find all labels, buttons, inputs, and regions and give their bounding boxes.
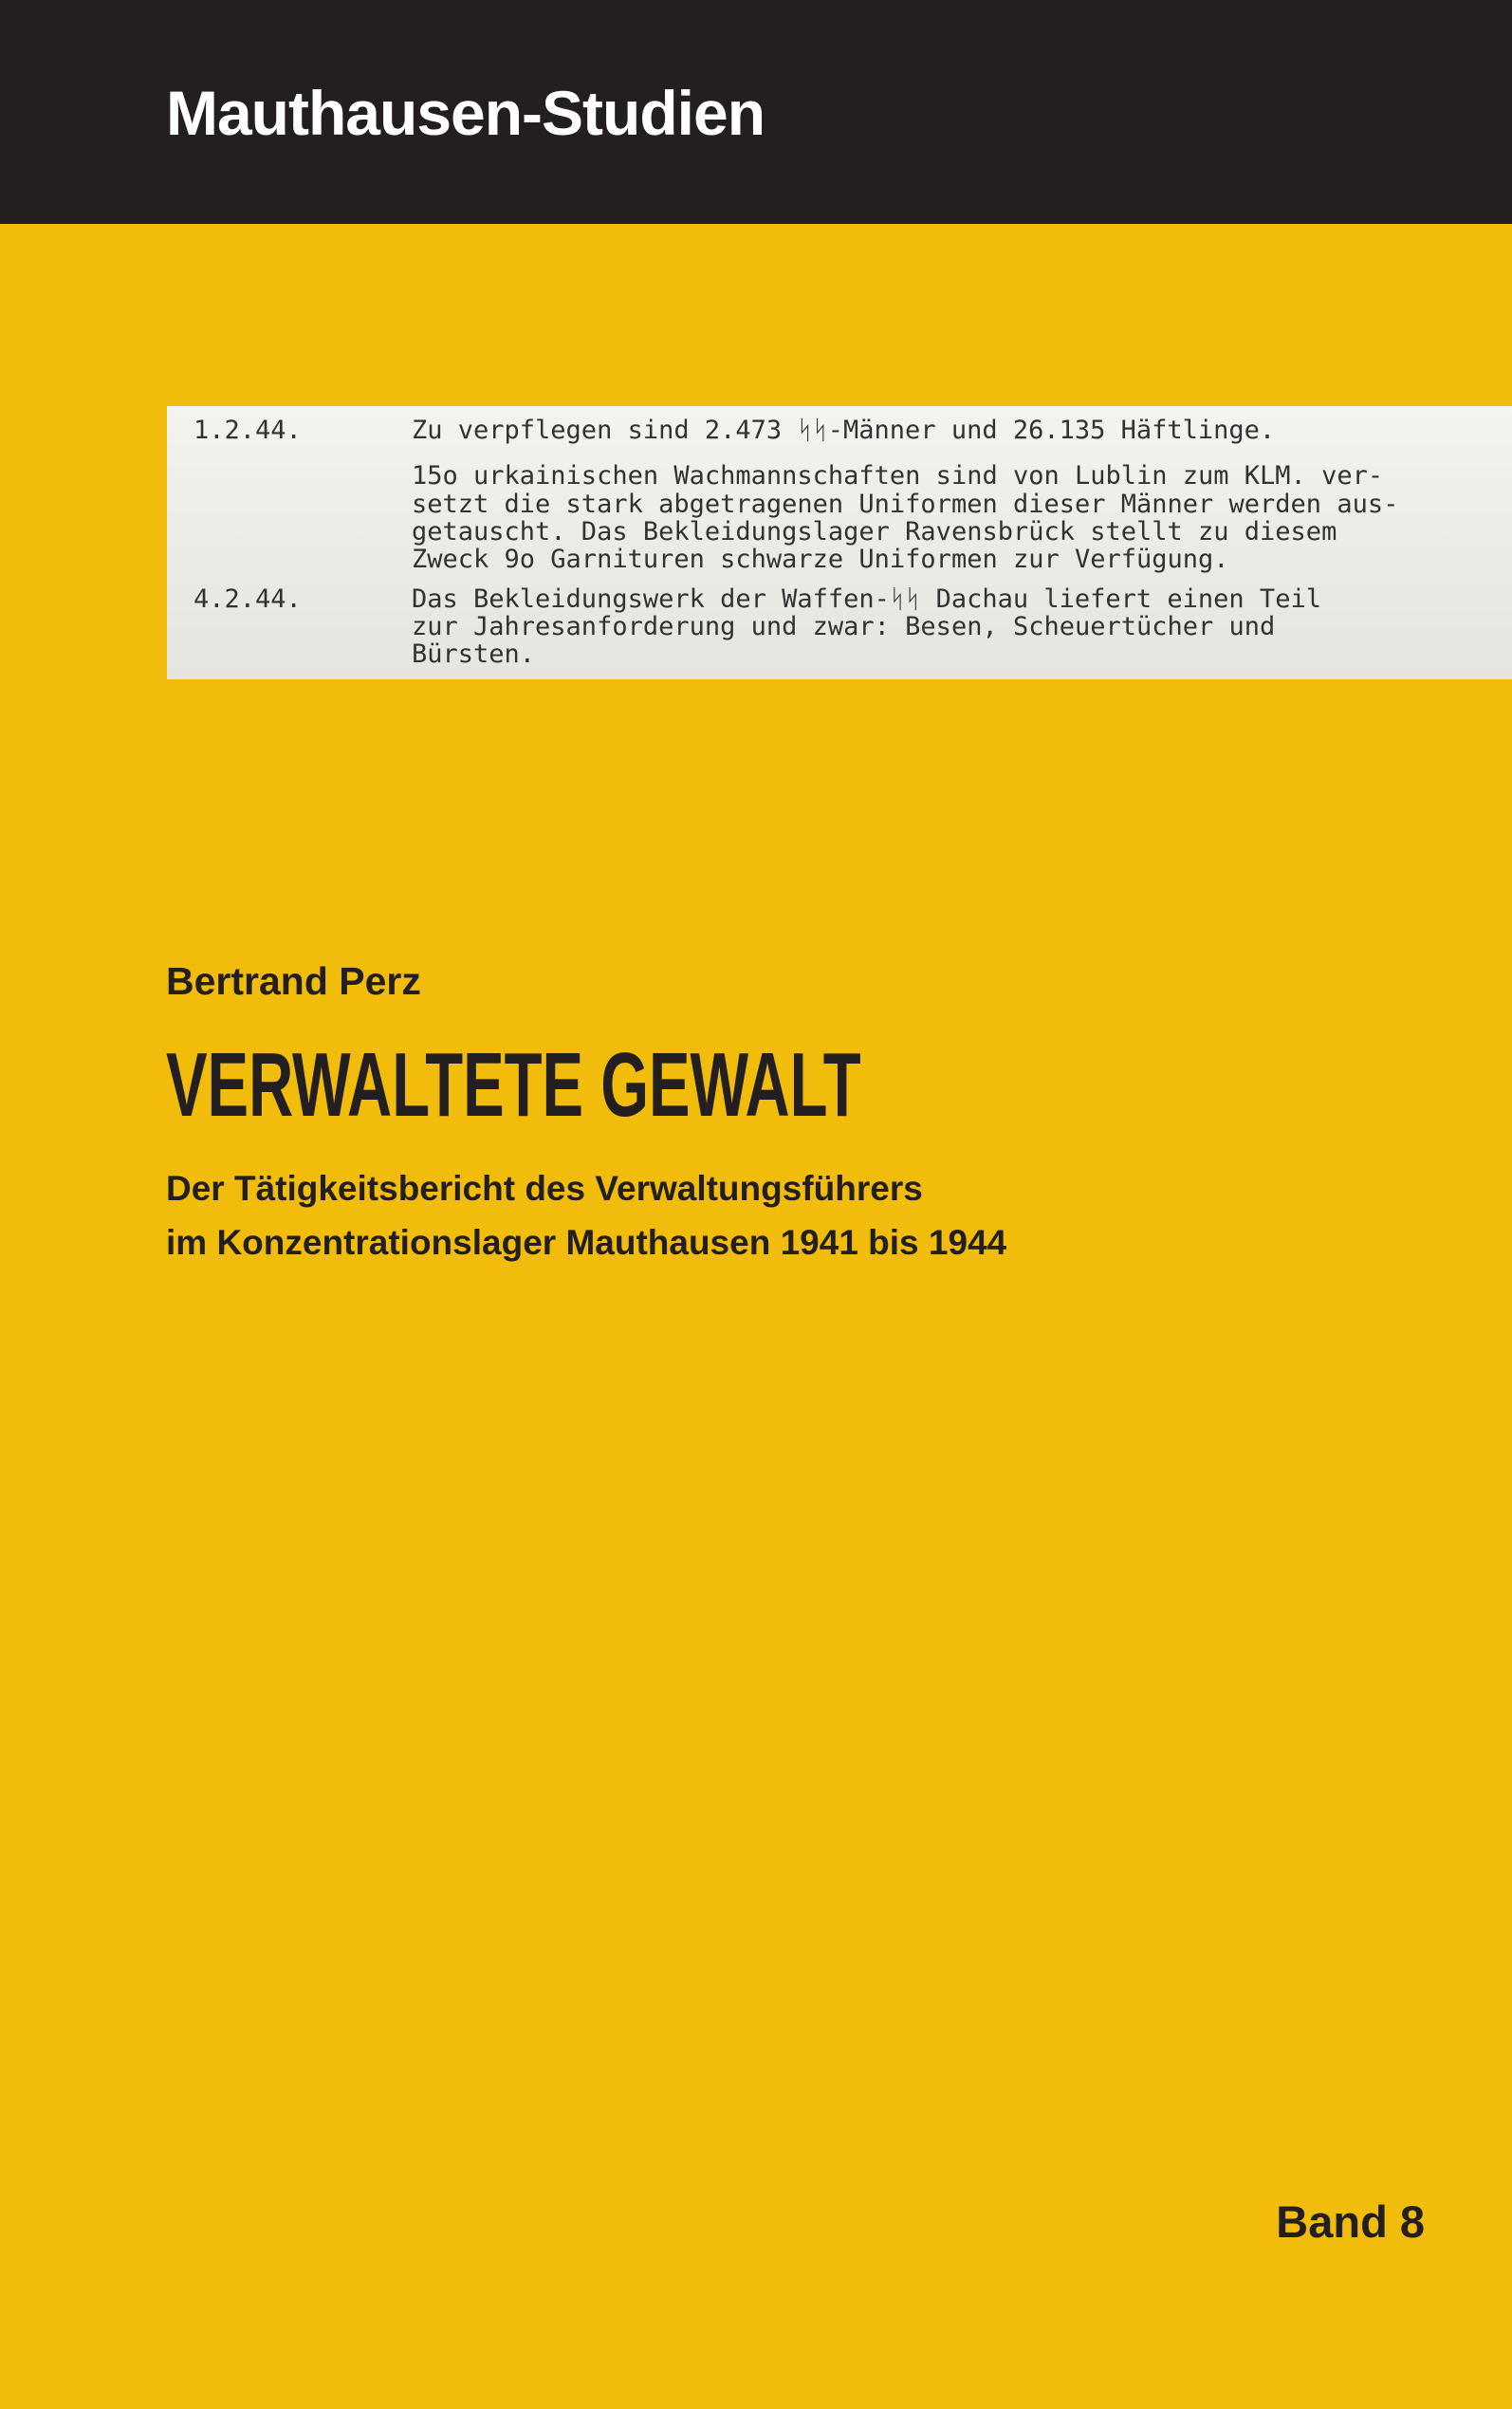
excerpt-line: Zu verpflegen sind 2.473 ᛋᛋ-Männer und 26.135 Häftlinge. — [412, 416, 1276, 445]
typewritten-document-excerpt — [167, 406, 1512, 679]
volume-label: Band 8 — [1276, 2196, 1425, 2247]
series-header-band — [0, 0, 1512, 224]
book-title: VERWALTETE GEWALT — [166, 1034, 861, 1136]
subtitle-line: im Konzentrationslager Mauthausen 1941 bis 1944 — [166, 1223, 1007, 1262]
excerpt-line: getauscht. Das Bekleidungslager Ravensbrück stellt zu diesem — [412, 517, 1337, 547]
excerpt-date: 1.2.44. — [194, 416, 302, 445]
excerpt-line: Bürsten. — [412, 639, 536, 669]
series-title: Mauthausen-Studien — [166, 78, 765, 148]
subtitle-line: Der Tätigkeitsbericht des Verwaltungsführers — [166, 1169, 923, 1208]
excerpt-line: Das Bekleidungswerk der Waffen-ᛋᛋ Dachau liefert einen Teil — [412, 584, 1321, 614]
author-name: Bertrand Perz — [166, 959, 421, 1003]
excerpt-line: zur Jahresanforderung und zwar: Besen, Scheuertücher und — [412, 612, 1276, 641]
excerpt-line: setzt die stark abgetragenen Uniformen dieser Männer werden aus- — [412, 490, 1399, 519]
excerpt-line: 15o urkainischen Wachmannschaften sind von Lublin zum KLM. ver- — [412, 461, 1384, 491]
excerpt-line: Zweck 9o Garnituren schwarze Uniformen zur Verfügung. — [412, 545, 1229, 574]
excerpt-date: 4.2.44. — [194, 584, 302, 614]
